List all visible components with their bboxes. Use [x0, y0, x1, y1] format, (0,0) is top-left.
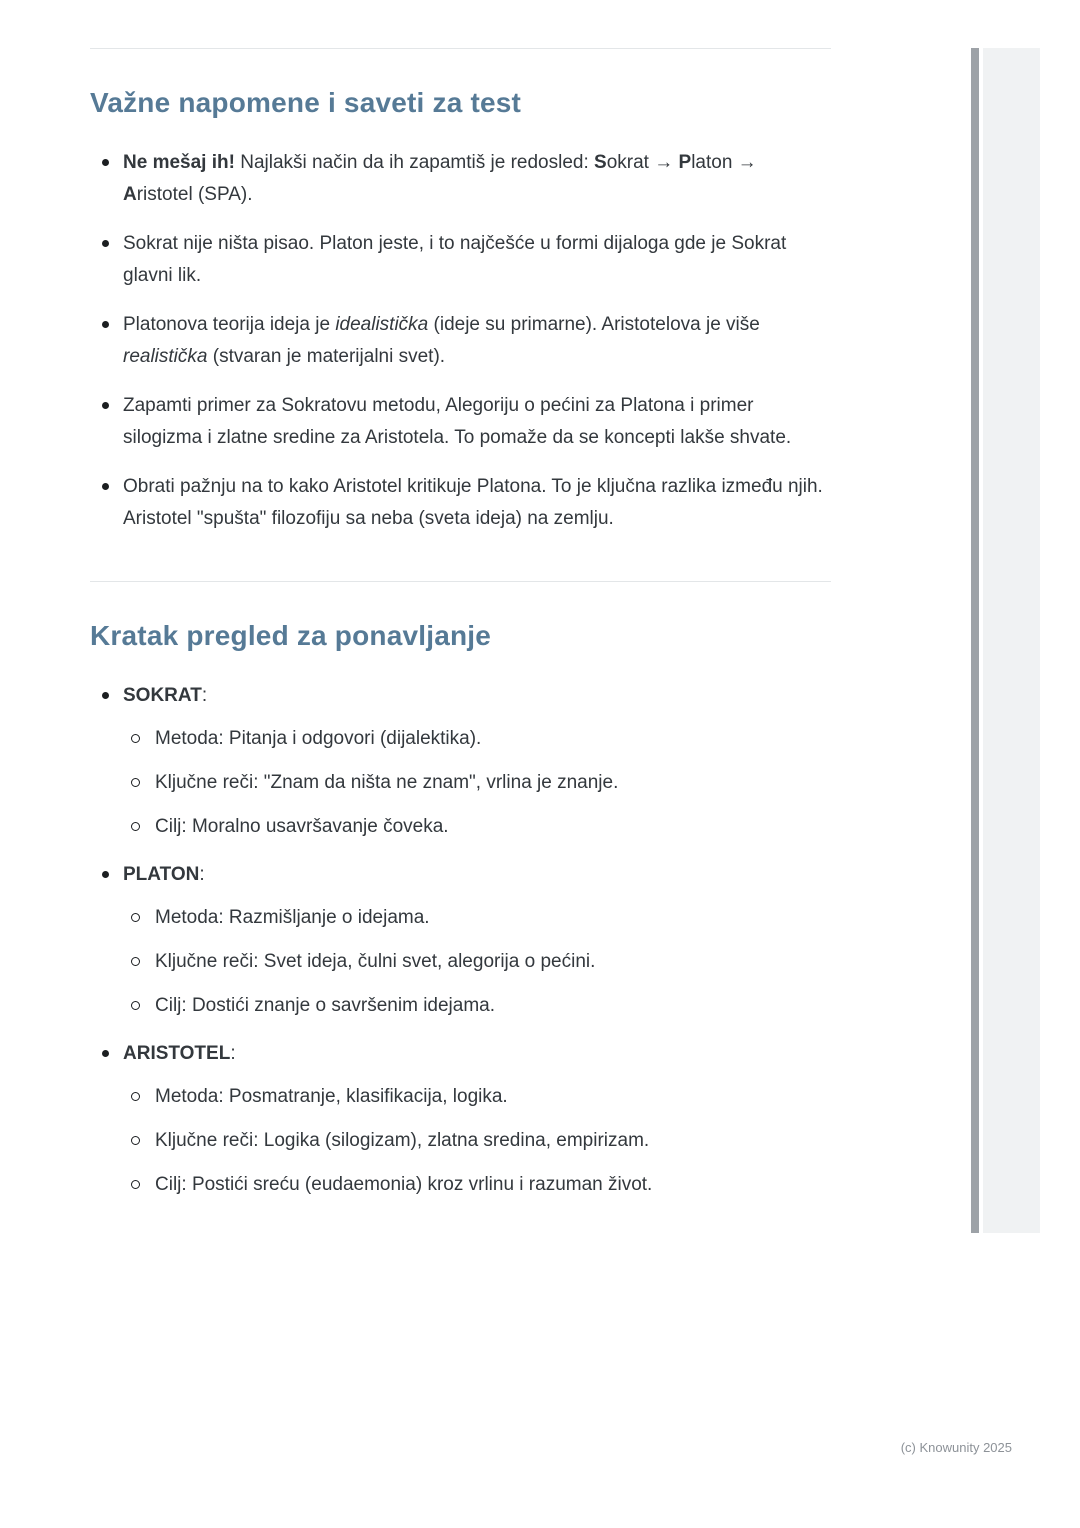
sub-bullet-item	[123, 903, 828, 933]
section-divider-top	[90, 48, 831, 49]
sub-bullet-item	[123, 1126, 828, 1156]
sub-bullet-marker	[131, 1092, 140, 1101]
sub-bullet-item	[123, 991, 828, 1021]
bullet-text	[123, 476, 823, 529]
sub-bullet-list	[123, 903, 828, 1021]
section-divider-mid	[90, 581, 831, 582]
text-run: Obrati pažnju na to kako Aristotel kritikuje Platona. To je ključna razlika između njih. Aristotel "spušta" filozofiju sa neba (sveta ideja) na zemlju.	[123, 476, 823, 529]
sub-bullet-list	[123, 1082, 828, 1200]
sub-bullet-text: Ključne reči: Logika (silogizam), zlatna sredina, empirizam.	[155, 1130, 650, 1151]
sub-bullet-marker	[131, 1136, 140, 1145]
sub-bullet-marker	[131, 734, 140, 743]
text-run: P	[678, 152, 692, 173]
bullet-text	[123, 314, 760, 367]
bullet-item	[90, 471, 828, 535]
sub-bullet-item	[123, 1082, 828, 1112]
scrollbar-thumb[interactable]	[971, 48, 979, 1233]
sub-bullet-list	[123, 724, 828, 842]
bullet-group	[90, 859, 828, 1021]
text-run: PLATON	[123, 864, 200, 885]
bullet-marker	[102, 402, 109, 409]
sub-bullet-marker	[131, 778, 140, 787]
sub-bullet-marker	[131, 957, 140, 966]
bullet-item	[90, 309, 828, 373]
text-run: ristotel (SPA).	[136, 184, 253, 205]
text-run: ARISTOTEL	[123, 1043, 231, 1064]
review-bullet-list	[90, 680, 831, 1200]
notes-bullet-list	[90, 147, 831, 535]
group-label	[123, 685, 207, 706]
bullet-marker	[102, 240, 109, 247]
sub-bullet-item	[123, 724, 828, 754]
text-run: SOKRAT	[123, 685, 202, 706]
text-run: idealistička	[335, 314, 429, 335]
bullet-text	[123, 395, 791, 448]
group-label	[123, 1043, 236, 1064]
text-run: (ideje su primarne). Aristotelova je više	[428, 314, 760, 335]
text-run: Najlakši način da ih zapamtiš je redosled:	[234, 152, 595, 173]
text-run: :	[230, 1043, 236, 1064]
text-run: :	[201, 685, 208, 706]
bullet-text	[123, 233, 786, 286]
bullet-item	[90, 147, 828, 211]
text-run: (stvaran je materijalni svet).	[207, 346, 446, 367]
copyright-text: (c) Knowunity 2025	[900, 1440, 1012, 1455]
sub-bullet-item	[123, 812, 828, 842]
sub-bullet-marker	[131, 1001, 140, 1010]
sub-bullet-marker	[131, 822, 140, 831]
bullet-group	[90, 1038, 828, 1200]
sub-bullet-text: Cilj: Postići sreću (eudaemonia) kroz vrlinu i razuman život.	[155, 1174, 653, 1195]
text-run: :	[199, 864, 205, 885]
sub-bullet-text: Ključne reči: "Znam da ništa ne znam", vrlina je znanje.	[155, 772, 619, 793]
bullet-marker	[102, 692, 109, 699]
sub-bullet-marker	[131, 1180, 140, 1189]
group-label	[123, 864, 205, 885]
sub-bullet-text: Ključne reči: Svet ideja, čulni svet, alegorija o pećini.	[155, 951, 596, 972]
bullet-item	[90, 390, 828, 454]
section-title-notes: Važne napomene i saveti za test	[90, 87, 522, 118]
text-run: A	[123, 184, 137, 205]
bullet-item	[90, 228, 828, 292]
section-title-review: Kratak pregled za ponavljanje	[90, 620, 492, 651]
sub-bullet-marker	[131, 913, 140, 922]
sub-bullet-text: Metoda: Razmišljanje o idejama.	[155, 907, 430, 928]
content-column	[90, 0, 831, 1217]
bullet-group	[90, 680, 828, 842]
sub-bullet-item	[123, 1170, 828, 1200]
bullet-text	[123, 152, 757, 205]
text-run: Ne mešaj ih!	[123, 152, 235, 173]
scrollbar-track[interactable]	[983, 48, 1040, 1233]
bullet-marker	[102, 1050, 109, 1057]
sub-bullet-text: Metoda: Posmatranje, klasifikacija, logika.	[155, 1086, 508, 1107]
text-run: Sokrat nije ništa pisao. Platon jeste, i to najčešće u formi dijaloga gde je Sokrat glavni lik.	[123, 233, 787, 286]
text-run: Zapamti primer za Sokratovu metodu, Alegoriju o pećini za Platona i primer silogizma i zlatne sredine za Aristotela. To pomaže da se koncepti lakše shvate.	[123, 395, 792, 448]
bullet-marker	[102, 871, 109, 878]
sub-bullet-text: Cilj: Dostići znanje o savršenim idejama.	[155, 995, 496, 1016]
bullet-marker	[102, 159, 109, 166]
sub-bullet-text: Metoda: Pitanja i odgovori (dijalektika).	[155, 728, 482, 749]
text-run: okrat →	[606, 152, 679, 173]
sub-bullet-text: Cilj: Moralno usavršavanje čoveka.	[155, 816, 449, 837]
bullet-marker	[102, 321, 109, 328]
text-run: S	[594, 152, 607, 173]
text-run: laton →	[691, 152, 757, 173]
text-run: Platonova teorija ideja je	[123, 314, 336, 335]
sub-bullet-item	[123, 947, 828, 977]
text-run: realistička	[123, 346, 208, 367]
sub-bullet-item	[123, 768, 828, 798]
bullet-marker	[102, 483, 109, 490]
